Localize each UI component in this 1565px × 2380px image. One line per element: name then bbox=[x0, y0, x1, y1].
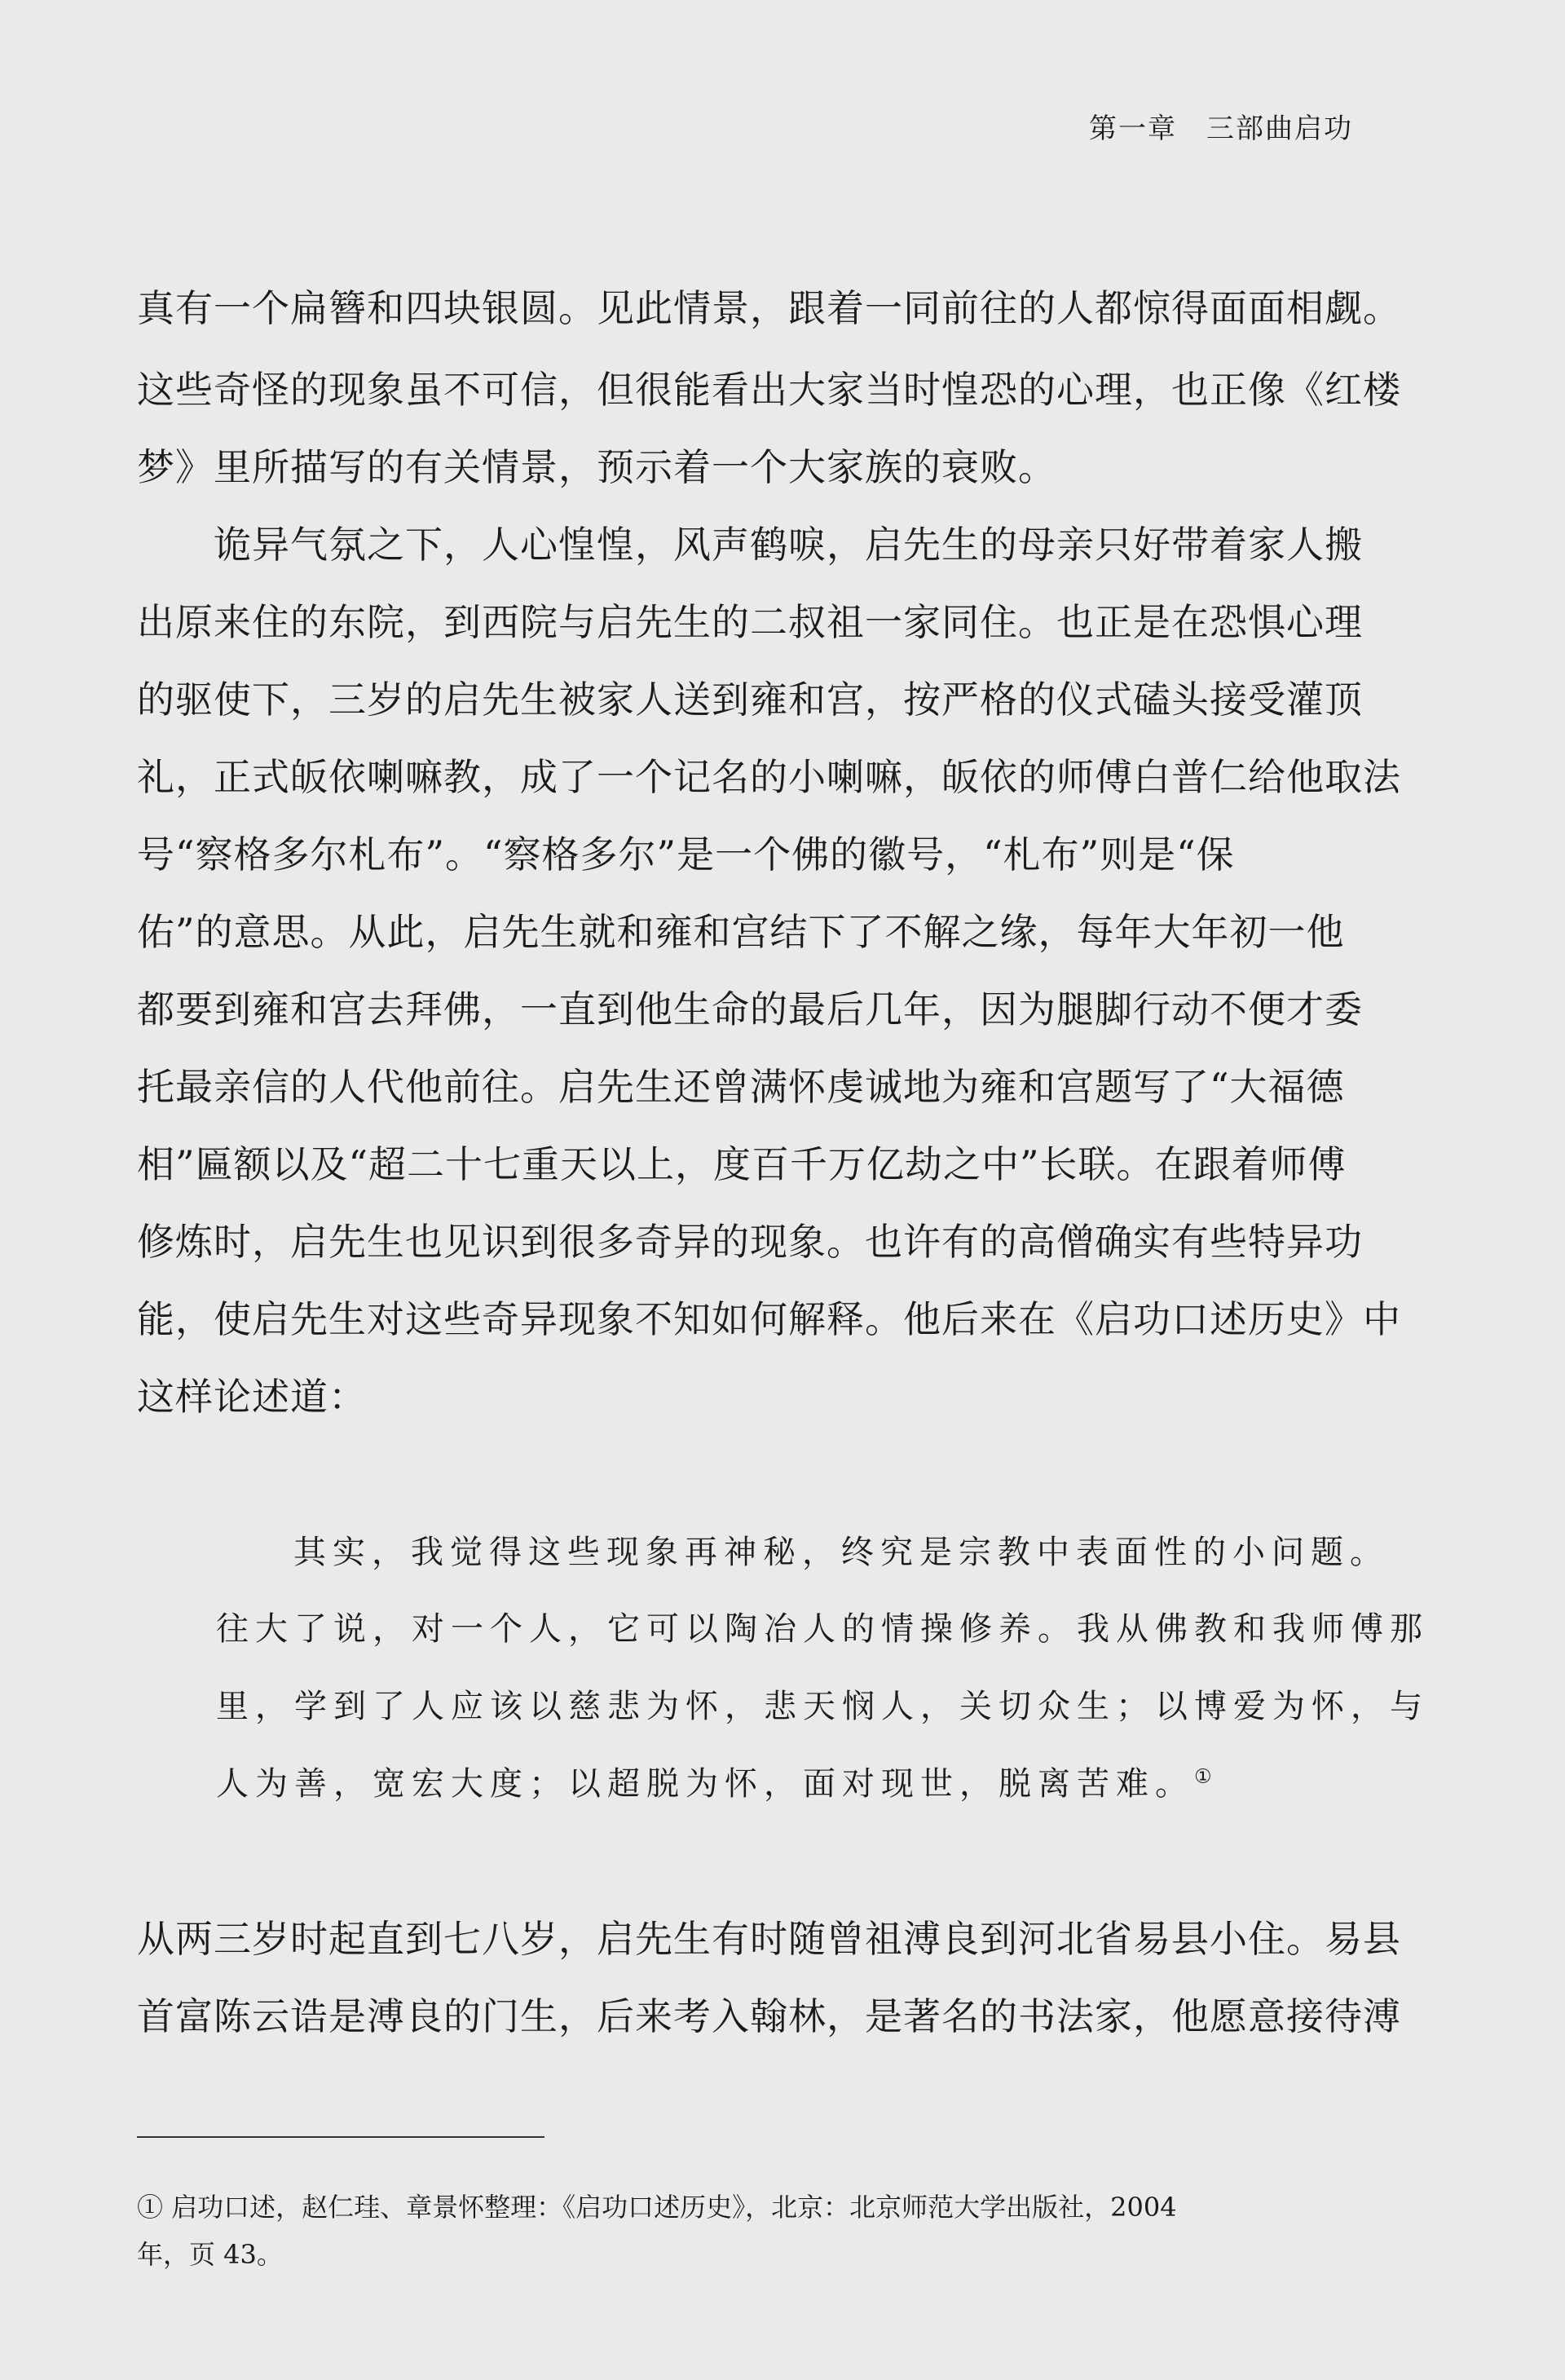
body-line: 托最亲信的人代他前往。启先生还曾满怀虔诚地为雍和宫题写了“大福德 bbox=[137, 1065, 1345, 1109]
body-line: 相”匾额以及“超二十七重天以上，度百千万亿劫之中”长联。在跟着师傅 bbox=[137, 1142, 1347, 1186]
body-line: 真有一个扁簪和四块银圆。见此情景，跟着一同前往的人都惊得面面相觑。 bbox=[137, 286, 1401, 330]
body-line: 号“察格多尔札布”。“察格多尔”是一个佛的徽号，“札布”则是“保 bbox=[137, 832, 1235, 876]
quote-line bbox=[216, 1758, 1219, 1804]
quote-line: 往大了说，对一个人，它可以陶冶人的情操修养。我从佛教和我师傅那 bbox=[216, 1610, 1429, 1648]
body-line: 能，使启先生对这些奇异现象不知如何解释。他后来在《启功口述历史》中 bbox=[137, 1297, 1401, 1341]
body-line: 礼，正式皈依喇嘛教，成了一个记名的小喇嘛，皈依的师傅白普仁给他取法 bbox=[137, 755, 1401, 799]
body-line: 佑”的意思。从此，启先生就和雍和宫结下了不解之缘，每年大年初一他 bbox=[137, 910, 1345, 954]
body-line: 从两三岁时起直到七八岁，启先生有时随曾祖溥良到河北省易县小住。易县 bbox=[137, 1917, 1401, 1961]
body-line: 诡异气氛之下，人心惶惶，风声鹤唳，启先生的母亲只好带着家人搬 bbox=[137, 523, 1363, 567]
quote-line: 其实，我觉得这些现象再神秘，终究是宗教中表面性的小问题。 bbox=[293, 1534, 1389, 1571]
body-line: 首富陈云诰是溥良的门生，后来考入翰林，是著名的书法家，他愿意接待溥 bbox=[137, 1994, 1401, 2038]
footnote-text: 年，页 43。 bbox=[137, 2239, 283, 2270]
footnote-text: ① 启功口述，赵仁珪、章景怀整理：《启功口述历史》，北京：北京师范大学出版社，2004 bbox=[137, 2192, 1177, 2223]
quote-text: 人为善，宽宏大度；以超脱为怀，面对现世，脱离苦难。 bbox=[216, 1765, 1194, 1803]
body-line: 出原来住的东院，到西院与启先生的二叔祖一家同住。也正是在恐惧心理 bbox=[137, 600, 1363, 644]
footnote-divider bbox=[137, 2136, 544, 2138]
body-line: 梦》里所描写的有关情景，预示着一个大家族的衰败。 bbox=[137, 445, 1056, 489]
footnote-ref[interactable]: ① bbox=[1194, 1764, 1219, 1788]
quote-line: 里，学到了人应该以慈悲为怀，悲天悯人，关切众生；以博爱为怀，与 bbox=[216, 1688, 1429, 1725]
body-line: 都要到雍和宫去拜佛，一直到他生命的最后几年，因为腿脚行动不便才委 bbox=[137, 987, 1363, 1031]
body-line: 这些奇怪的现象虽不可信，但很能看出大家当时惶恐的心理，也正像《红楼 bbox=[137, 368, 1401, 412]
body-line: 这样论述道： bbox=[137, 1375, 367, 1419]
body-line: 的驱使下，三岁的启先生被家人送到雍和宫，按严格的仪式磕头接受灌顶 bbox=[137, 678, 1363, 722]
body-line: 修炼时，启先生也见识到很多奇异的现象。也许有的高僧确实有些特异功 bbox=[137, 1220, 1363, 1264]
running-header: 第一章 三部曲启功 bbox=[1089, 113, 1353, 145]
